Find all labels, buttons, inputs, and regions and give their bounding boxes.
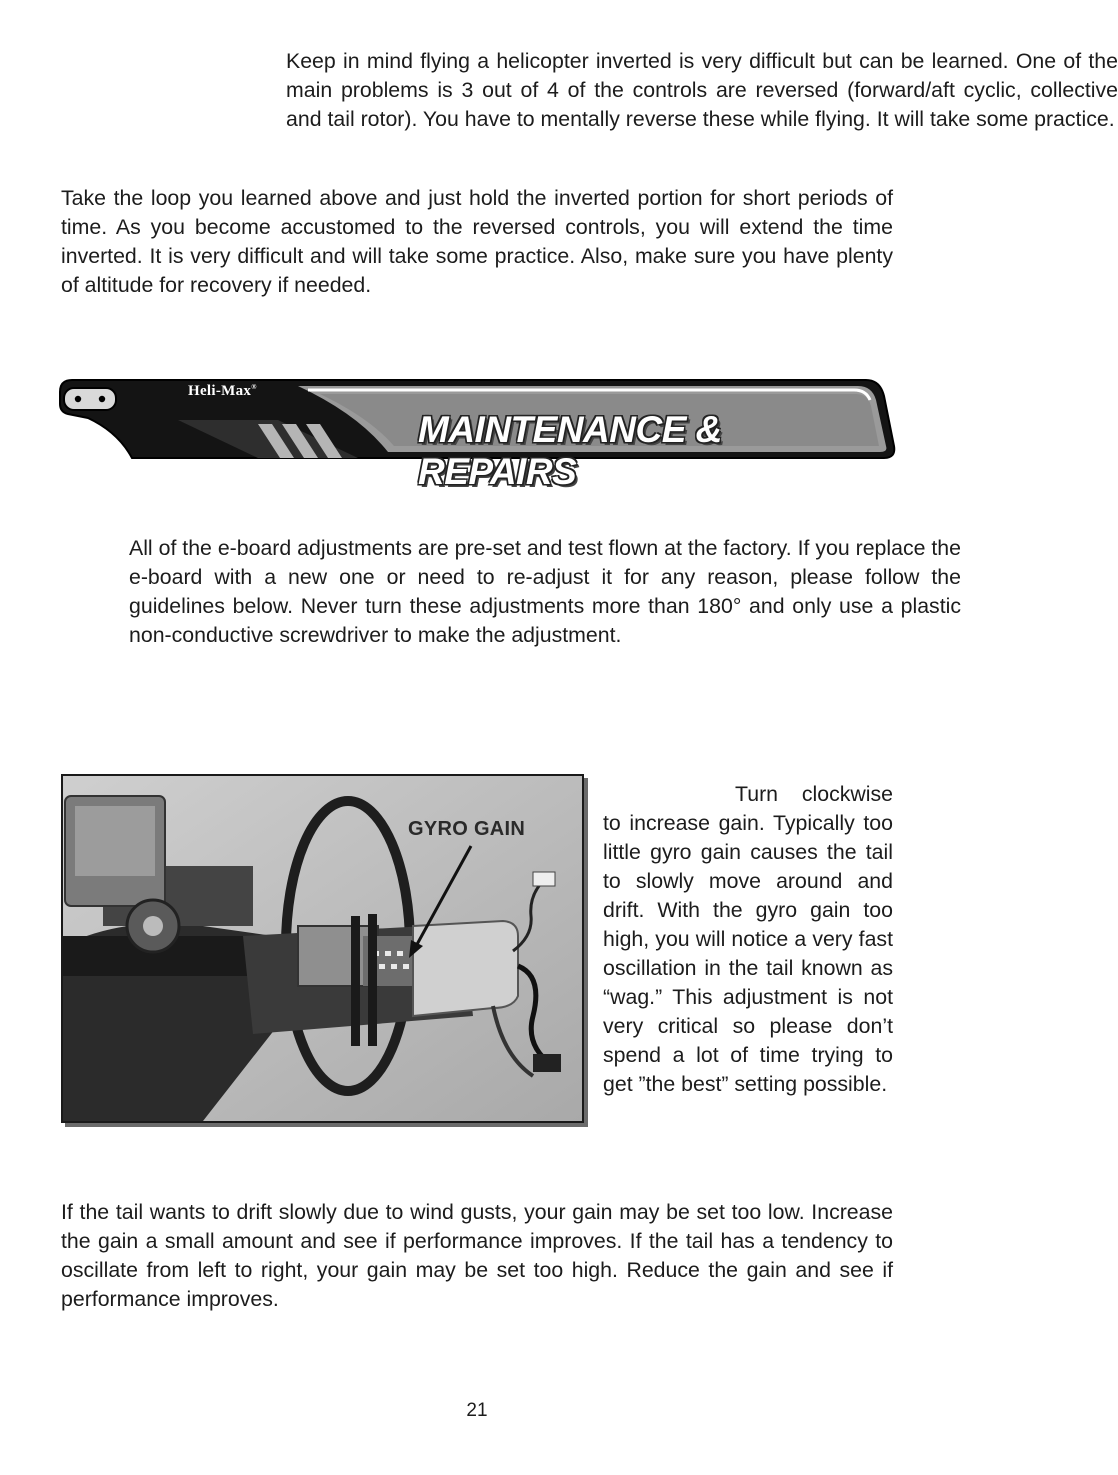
page-number: 21 [466, 1400, 488, 1421]
gyro-gain-text: Turn clockwise to increase gain. Typically too little gyro gain causes the tail to slowly move around and drift. With the gyro gain too high, you will notice a very fast oscillation in the tail known as “wag.” This adjustment is not very critical so please don’t spend a lot of time trying to get ”the best” setting possible. [603, 782, 893, 1096]
paragraph-eboard-adjustments: All of the e-board adjustments are pre-set and test flown at the factory. If you replace the e-board with a new one or need to re-adjust it for any reason, please follow the guidelines below. Never turn these adjustments more than 180° and only use a plastic non-conductive screwdriver to make the adjustment. [129, 536, 961, 647]
paragraph-gain-tuning: If the tail wants to drift slowly due to wind gusts, your gain may be set too low. Increase the gain a small amount and see if performance improves. If the tail has a tendency to oscillate from left to right, your gain may be set too high. Reduce the gain and see if performance improves. [61, 1200, 893, 1311]
paragraph-inverted-flight: Keep in mind flying a helicopter inverted is very difficult but can be learned. One of the main problems is 3 out of 4 of the controls are reversed (forward/aft cyclic, collective and tail rotor). You have to mentally reverse these while flying. It will take some practice. [286, 49, 1118, 131]
gyro-gain-photo [61, 774, 584, 1123]
gyro-gain-callout: GYRO GAIN [408, 818, 526, 840]
paragraph-inverted-practice: Take the loop you learned above and just hold the inverted portion for short periods of time. As you become accustomed to the reversed controls, you will extend the time inverted. It is very difficult and will take some practice. Also, make sure you have plenty of altitude for recovery if needed. [61, 186, 893, 297]
section-title: MAINTENANCE & REPAIRS [418, 409, 722, 492]
paragraph-gyro-gain [603, 780, 893, 1099]
heli-max-logo: Heli-Max® [188, 383, 257, 399]
section-banner [58, 374, 896, 492]
